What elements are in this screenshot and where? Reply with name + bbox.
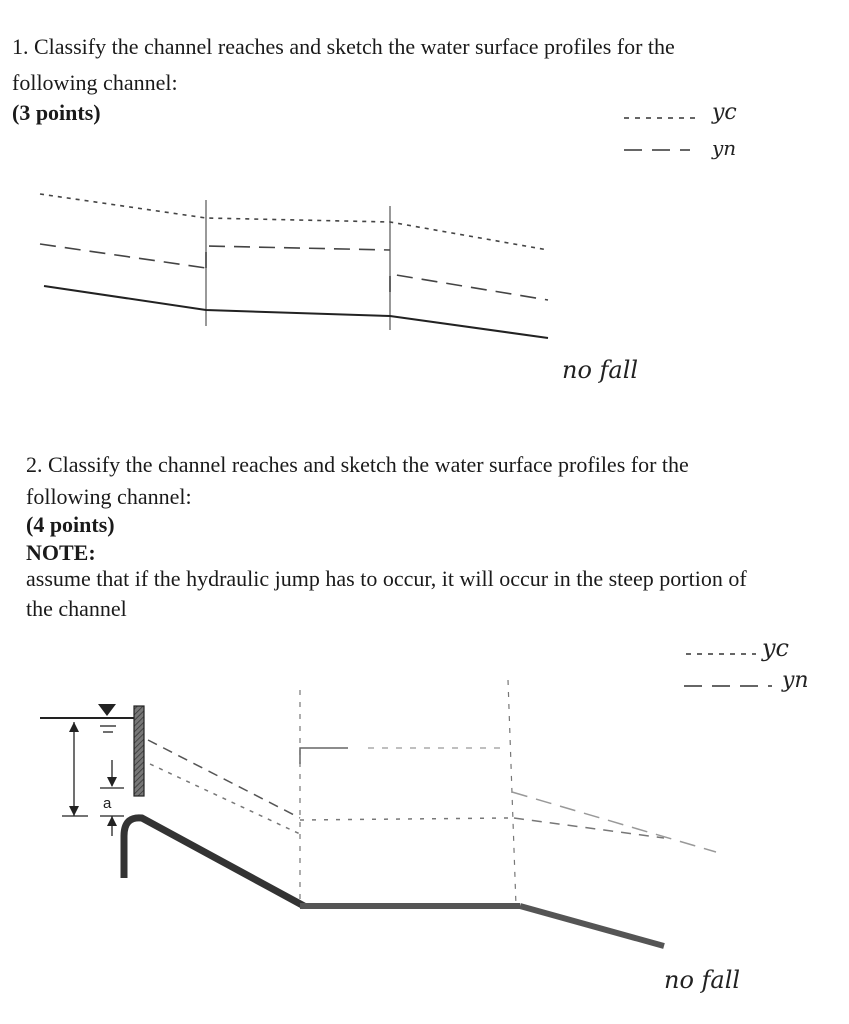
q2-sluice-gate [134, 706, 144, 796]
q2-prompt-line2: following channel: [26, 484, 192, 509]
q2-note-label: NOTE: [26, 540, 96, 565]
q2-gate-opening-label: a [103, 795, 112, 812]
q2-critical-depth-mild [514, 818, 664, 838]
q2-critical-depth-steep [148, 740, 300, 818]
q2-prompt-line1: 2. Classify the channel reaches and sketch the water surface profiles for the [26, 452, 689, 477]
q2-note-line2: the channel [26, 596, 127, 621]
q2-no-fall-note: no fall [664, 966, 741, 994]
q1-normal-depth-reach1 [40, 244, 206, 268]
q2-reservoir-gate [40, 704, 304, 906]
q2-normal-depth-horizontal [300, 748, 348, 764]
q2-normal-depth-steep [150, 764, 300, 834]
q1-channel-diagram [40, 194, 548, 338]
q1-points: (3 points) [12, 100, 101, 125]
q1-legend [624, 118, 700, 150]
q2-normal-depth-mild [512, 792, 716, 852]
q1-channel-bed [44, 286, 548, 338]
q1-legend-yc-label: yc [712, 100, 737, 125]
q1-no-fall-note: no fall [562, 356, 639, 384]
q1-legend-yn-label: yn [712, 136, 737, 160]
q1-normal-depth-reach3 [390, 274, 548, 300]
q2-note-line1: assume that if the hydraulic jump has to occur, it will occur in the steep portion of [26, 566, 747, 591]
q2-water-level-triangle [98, 704, 116, 716]
q2-legend-yn-label: yn [782, 668, 809, 693]
q2-points: (4 points) [26, 512, 115, 537]
q2-critical-depth-horizontal [300, 818, 508, 820]
q1-prompt-line2: following channel: [12, 70, 178, 95]
q1-prompt-line1: 1. Classify the channel reaches and sketch the water surface profiles for the [12, 34, 675, 59]
q2-legend [684, 654, 772, 686]
q1-normal-depth-reach2 [206, 246, 390, 268]
q2-legend-yc-label: yc [762, 634, 789, 662]
q1-critical-depth-line [40, 194, 548, 250]
q2-bed-mild [520, 906, 664, 946]
q2-channel-diagram [148, 680, 716, 946]
q2-gate-lip [124, 818, 304, 906]
